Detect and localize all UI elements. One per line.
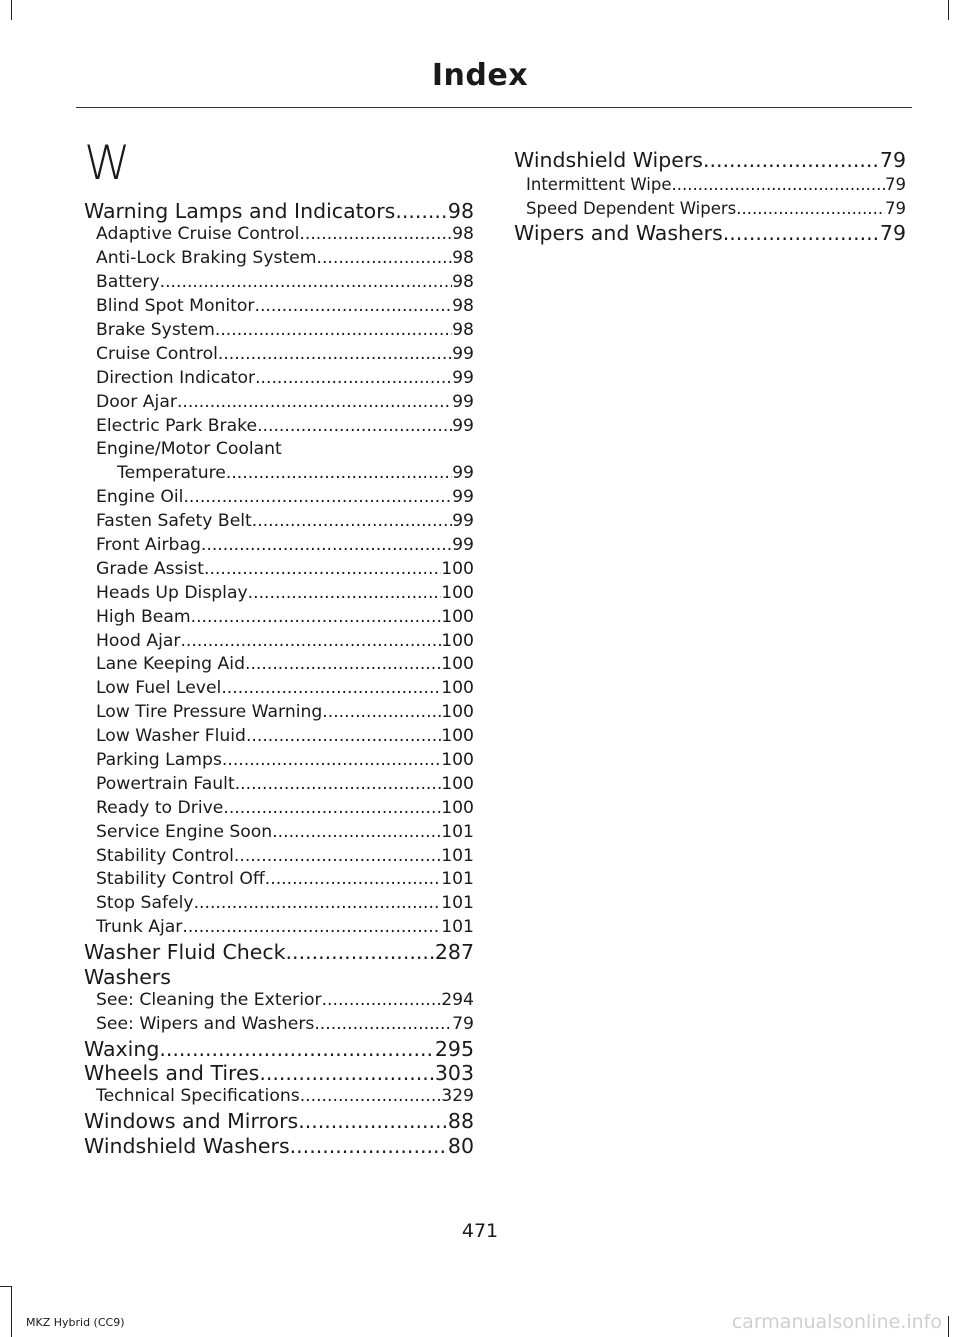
entry-page-number: 287 (434, 940, 474, 965)
index-subentry (84, 558, 474, 582)
entry-page-number: 99 (452, 415, 474, 436)
index-subentry (84, 486, 474, 510)
index-entry (84, 940, 474, 964)
page-number: 471 (461, 1220, 499, 1242)
entry-page-number: 99 (452, 487, 474, 508)
entry-page-number: 80 (447, 1133, 474, 1158)
entry-label: Ready to Drive (96, 797, 224, 818)
crop-mark-bottom-left-vertical (11, 1286, 12, 1337)
index-subentry (84, 797, 474, 821)
index-subentry (84, 415, 474, 439)
entry-page-number: 100 (441, 630, 474, 651)
index-subentry (84, 677, 474, 701)
dot-leader (182, 916, 441, 940)
entry-label: Windows and Mirrors (84, 1109, 299, 1134)
entry-page-number: 100 (441, 558, 474, 579)
dot-leader (298, 1109, 448, 1133)
index-entry (514, 147, 906, 173)
entry-label: Adaptive Cruise Control (96, 224, 300, 245)
dot-leader (322, 701, 441, 725)
dot-leader (252, 510, 452, 534)
entry-page-number: 98 (452, 224, 474, 245)
dot-leader (317, 247, 453, 271)
index-column-left (84, 199, 474, 1158)
crop-mark-top-right-vertical (948, 0, 949, 20)
dot-leader (177, 391, 452, 415)
dot-leader (300, 1085, 441, 1109)
dot-leader (159, 1037, 435, 1061)
dot-leader (314, 1013, 452, 1037)
entry-label: Powertrain Fault (96, 773, 235, 794)
entry-page-number: 79 (879, 148, 906, 172)
entry-page-number: 79 (885, 175, 906, 194)
dot-leader (723, 220, 880, 246)
dot-leader (183, 486, 452, 510)
index-subentry (84, 606, 474, 630)
index-entry (514, 220, 906, 246)
entry-page-number: 100 (441, 797, 474, 818)
entry-label: Engine/Motor Coolant (96, 439, 282, 460)
index-subentry (84, 462, 474, 486)
entry-page-number: 100 (441, 749, 474, 770)
entry-label: Hood Ajar (96, 630, 181, 651)
entry-label: Low Fuel Level (96, 678, 222, 699)
index-subentry (84, 1013, 474, 1037)
crop-mark-top-left-vertical (11, 0, 12, 20)
entry-label: Door Ajar (96, 391, 177, 412)
index-subentry (84, 510, 474, 534)
entry-page-number: 303 (434, 1061, 474, 1086)
site-watermark: carmanualsonline.info (731, 1311, 942, 1333)
dot-leader (160, 271, 453, 295)
index-subentry (84, 295, 474, 319)
index-subentry (84, 247, 474, 271)
dot-leader (191, 606, 442, 630)
entry-label: Heads Up Display (96, 582, 248, 603)
index-subentry (84, 223, 474, 247)
page-title: Index (431, 58, 529, 93)
dot-leader (222, 749, 441, 773)
index-subentry (84, 725, 474, 749)
index-subentry (84, 989, 474, 1013)
entry-label: Wipers and Washers (514, 221, 723, 246)
entry-page-number: 79 (452, 1013, 474, 1034)
index-entry (84, 1061, 474, 1085)
entry-label: Stability Control Off (96, 869, 265, 890)
entry-label: Parking Lamps (96, 749, 222, 770)
entry-label: Windshield Wipers (514, 148, 703, 172)
entry-page-number: 99 (452, 463, 474, 484)
index-subentry (84, 630, 474, 654)
entry-page-number: 101 (441, 869, 474, 890)
entry-label: Stop Safely (96, 893, 194, 914)
entry-label: Technical Specifications (96, 1086, 300, 1107)
entry-page-number: 99 (452, 534, 474, 555)
dot-leader (272, 821, 441, 845)
dot-leader (223, 797, 441, 821)
entry-page-number: 99 (452, 343, 474, 364)
index-subentry (84, 438, 474, 462)
entry-label: See: Cleaning the Exterior (96, 989, 322, 1010)
entry-label: Windshield Washers (84, 1133, 290, 1158)
index-subentry (84, 319, 474, 343)
section-letter: W (84, 136, 131, 191)
dot-leader (736, 197, 885, 221)
entry-label: Washer Fluid Check (84, 940, 286, 965)
entry-label: Service Engine Soon (96, 821, 273, 842)
index-entry (84, 965, 474, 989)
entry-page-number: 79 (885, 198, 906, 218)
entry-label: Anti-Lock Braking System (96, 248, 317, 269)
dot-leader (255, 367, 452, 391)
dot-leader (215, 319, 452, 343)
entry-label: Fasten Safety Belt (96, 511, 252, 532)
dot-leader (226, 462, 452, 486)
entry-page-number: 100 (441, 582, 474, 603)
entry-page-number: 98 (452, 248, 474, 269)
index-subentry (84, 821, 474, 845)
entry-label: Electric Park Brake (96, 415, 258, 436)
entry-label: Battery (96, 272, 160, 293)
crop-mark-bottom-left-horizontal (0, 1286, 12, 1287)
entry-label: Cruise Control (96, 343, 218, 364)
dot-leader (218, 343, 452, 367)
entry-label: Warning Lamps and Indicators (84, 199, 396, 223)
entry-label: Blind Spot Monitor (96, 296, 255, 317)
entry-label: Lane Keeping Aid (96, 654, 245, 675)
entry-page-number: 100 (441, 606, 474, 627)
index-subentry (514, 173, 906, 197)
entry-page-number: 101 (441, 821, 474, 842)
entry-page-number: 101 (441, 845, 474, 866)
index-column-right (514, 147, 906, 246)
dot-leader (395, 199, 448, 223)
entry-label: Waxing (84, 1036, 160, 1061)
entry-label: Grade Assist (96, 558, 205, 579)
dot-leader (248, 582, 442, 606)
dot-leader (672, 173, 885, 197)
entry-label: Engine Oil (96, 487, 184, 508)
entry-label: Front Airbag (96, 534, 201, 555)
dot-leader (257, 415, 452, 439)
dot-leader (245, 653, 441, 677)
entry-page-number: 99 (452, 511, 474, 532)
index-subentry (84, 892, 474, 916)
index-subentry (84, 773, 474, 797)
dot-leader (299, 223, 452, 247)
entry-page-number: 100 (441, 773, 474, 794)
dot-leader (322, 989, 442, 1013)
entry-label: Intermittent Wipe (526, 175, 672, 194)
entry-page-number: 79 (879, 221, 906, 246)
index-entry (84, 1134, 474, 1158)
index-subentry (84, 271, 474, 295)
entry-label: Wheels and Tires (84, 1061, 260, 1086)
entry-page-number: 100 (441, 726, 474, 747)
index-subentry (84, 845, 474, 869)
entry-page-number: 98 (452, 319, 474, 340)
entry-page-number: 98 (452, 296, 474, 317)
index-subentry (84, 1085, 474, 1109)
entry-label: See: Wipers and Washers (96, 1013, 315, 1034)
entry-page-number: 98 (452, 272, 474, 293)
dot-leader (235, 773, 442, 797)
dot-leader (194, 892, 442, 916)
index-subentry (84, 653, 474, 677)
entry-label: High Beam (96, 606, 191, 627)
entry-label: Temperature (117, 463, 226, 484)
footer-model-label: MKZ Hybrid (CC9) (26, 1316, 125, 1329)
entry-page-number: 101 (441, 893, 474, 914)
entry-page-number: 100 (441, 678, 474, 699)
index-subentry (84, 534, 474, 558)
crop-mark-bottom-right-vertical (948, 1316, 949, 1337)
entry-page-number: 294 (441, 989, 474, 1010)
dot-leader (246, 725, 441, 749)
index-subentry (84, 868, 474, 892)
dot-leader (204, 558, 441, 582)
entry-page-number: 99 (452, 367, 474, 388)
entry-label: Stability Control (96, 845, 234, 866)
index-subentry (84, 749, 474, 773)
entry-page-number: 99 (452, 391, 474, 412)
entry-page-number: 100 (441, 702, 474, 723)
entry-label: Trunk Ajar (96, 917, 183, 938)
entry-label: Washers (84, 964, 171, 989)
entry-label: Low Washer Fluid (96, 726, 246, 747)
index-subentry (84, 916, 474, 940)
index-subentry (84, 582, 474, 606)
index-entry (84, 1109, 474, 1133)
dot-leader (234, 845, 441, 869)
entry-label: Direction Indicator (96, 367, 256, 388)
index-subentry (84, 367, 474, 391)
index-subentry (84, 701, 474, 725)
entry-label: Speed Dependent Wipers (526, 198, 737, 218)
entry-page-number: 100 (441, 654, 474, 675)
index-entry (84, 1037, 474, 1061)
dot-leader (265, 868, 441, 892)
index-subentry (84, 343, 474, 367)
index-subentry (84, 391, 474, 415)
entry-label: Low Tire Pressure Warning (96, 702, 323, 723)
entry-page-number: 295 (434, 1036, 474, 1061)
header-divider (76, 107, 912, 108)
dot-leader (290, 1134, 448, 1158)
dot-leader (286, 940, 435, 964)
entry-page-number: 98 (447, 199, 474, 223)
entry-page-number: 101 (441, 917, 474, 938)
dot-leader (180, 630, 441, 654)
entry-page-number: 329 (441, 1086, 474, 1107)
entry-label: Brake System (96, 319, 215, 340)
entry-page-number: 88 (447, 1109, 474, 1134)
index-entry (84, 199, 474, 223)
dot-leader (703, 147, 880, 173)
dot-leader (259, 1061, 435, 1085)
dot-leader (221, 677, 441, 701)
index-subentry (514, 197, 906, 221)
dot-leader (254, 295, 452, 319)
dot-leader (201, 534, 452, 558)
